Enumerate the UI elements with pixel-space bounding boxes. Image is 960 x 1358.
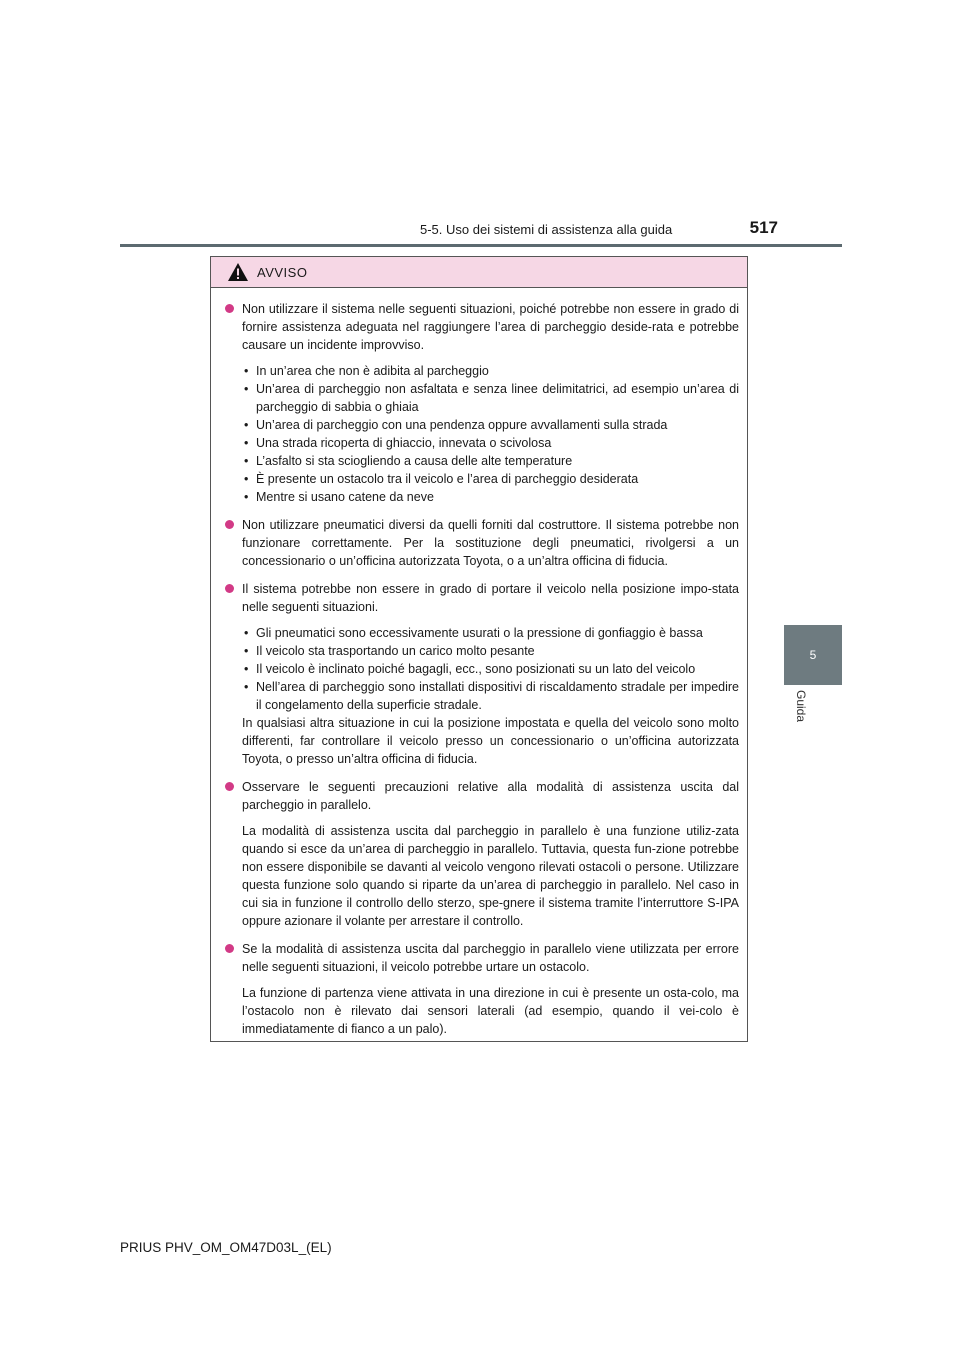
warning-triangle-icon	[227, 262, 249, 282]
condition-list	[242, 362, 739, 506]
warning-item	[223, 580, 739, 768]
warning-text: Osservare le seguenti precauzioni relative alla modalità di assistenza uscita dal parcheggio in parallelo.	[242, 780, 739, 812]
page-number: 517	[749, 218, 778, 237]
warning-text: In qualsiasi altra situazione in cui la posizione impostata e quella del veicolo sono molto differenti, far controllare il veicolo presso un concessionario o un’officina autorizzata Toyota, o presso un’altra officina di fiducia.	[242, 716, 739, 766]
list-item: • Nell’area di parcheggio sono installati dispositivi di riscaldamento stradale per impedire il congelamento della superficie stradale.	[242, 678, 739, 714]
warning-item	[223, 516, 739, 570]
warning-detail: La modalità di assistenza uscita dal parcheggio in parallelo è una funzione utiliz-zata quando si esce da un’area di parcheggio in parallelo. Tuttavia, questa fun-zione potrebbe non essere disponibile se davanti al veicolo vengono rilevati ostacoli o persone. Utilizzare questa funzione solo quando si riparte da un’area di parcheggio in parallelo. Nel caso in cui sia in funzione il controllo dello sterzo, spe-gnere il sistema tramite l’interruttore S-IPA oppure azionare il volante per arrestare il controllo.	[242, 824, 739, 928]
list-item: • L’asfalto si sta sciogliendo a causa delle alte temperature	[242, 452, 739, 470]
list-item: • È presente un ostacolo tra il veicolo e l’area di parcheggio desiderata	[242, 470, 739, 488]
bullet-dot-icon	[225, 782, 234, 791]
document-code: PRIUS PHV_OM_OM47D03L_(EL)	[120, 1240, 332, 1255]
chapter-number: 5	[809, 648, 817, 662]
bullet-dot-icon	[225, 304, 234, 313]
warning-text: Non utilizzare il sistema nelle seguenti situazioni, poiché potrebbe non essere in grado di fornire assistenza adeguata nel raggiungere l’area di parcheggio deside-rata e potrebbe causare un incidente improvviso.	[242, 302, 739, 352]
condition-list	[242, 624, 739, 714]
bullet-dot-icon	[225, 944, 234, 953]
list-item: • Un’area di parcheggio non asfaltata e senza linee delimitatrici, ad esempio un’area di parcheggio di sabbia o ghiaia	[242, 380, 739, 416]
list-item: • Il veicolo è inclinato poiché bagagli, ecc., sono posizionati su un lato del veicolo	[242, 660, 739, 678]
bullet-dot-icon	[225, 584, 234, 593]
list-item: • Un’area di parcheggio con una pendenza oppure avvallamenti sulla strada	[242, 416, 739, 434]
warning-box	[210, 256, 748, 1042]
bullet-dot-icon	[225, 520, 234, 529]
warning-text: Se la modalità di assistenza uscita dal parcheggio in parallelo viene utilizzata per errore nelle seguenti situazioni, il veicolo potrebbe urtare un ostacolo.	[242, 942, 739, 974]
warning-title: AVVISO	[257, 264, 308, 280]
warning-item	[223, 300, 739, 506]
list-item: • Mentre si usano catene da neve	[242, 488, 739, 506]
chapter-tab	[784, 625, 842, 685]
warning-detail: La funzione di partenza viene attivata in una direzione in cui è presente un osta-colo, ma l’ostacolo non è rilevato dai sensori laterali (ad esempio, quando il vei-colo è immediatamente di fianco a un palo).	[242, 986, 739, 1036]
list-item: • Una strada ricoperta di ghiaccio, innevata o scivolosa	[242, 434, 739, 452]
chapter-label: Guida	[794, 690, 808, 723]
warning-text: Non utilizzare pneumatici diversi da quelli forniti dal costruttore. Il sistema potrebbe non funzionare correttamente. Per la sostituzione degli pneumatici, rivolgersi a un concessionario o un’officina autorizzata Toyota, o a un’altra officina di fiducia.	[242, 518, 739, 568]
warning-body	[211, 288, 747, 1038]
warning-header	[211, 257, 747, 288]
warning-text: Il sistema potrebbe non essere in grado di portare il veicolo nella posizione impo-stata nelle seguenti situazioni.	[242, 582, 739, 614]
list-item: • Gli pneumatici sono eccessivamente usurati o la pressione di gonfiaggio è bassa	[242, 624, 739, 642]
section-title: 5-5. Uso dei sistemi di assistenza alla guida	[420, 222, 673, 237]
list-item: • Il veicolo sta trasportando un carico molto pesante	[242, 642, 739, 660]
warning-item	[223, 778, 739, 930]
header-rule	[120, 244, 842, 247]
list-item: • In un’area che non è adibita al parcheggio	[242, 362, 739, 380]
warning-item	[223, 940, 739, 1038]
